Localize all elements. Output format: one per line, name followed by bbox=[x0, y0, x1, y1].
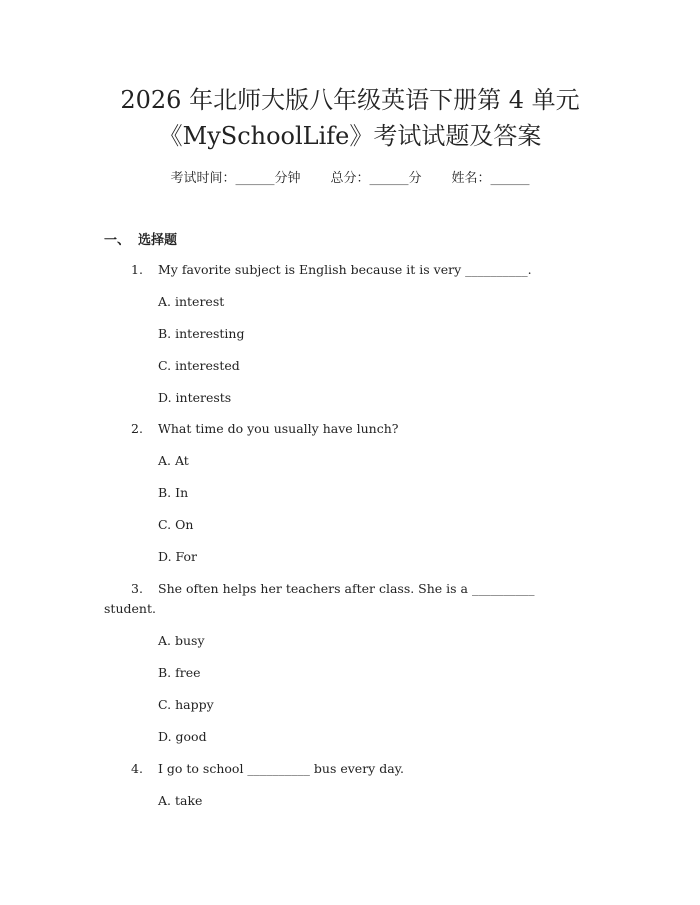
section-heading bbox=[104, 229, 177, 248]
question-4 bbox=[131, 761, 404, 776]
question-2 bbox=[131, 421, 399, 436]
exam-time: 考试时间：______分钟 bbox=[170, 171, 301, 186]
question-text: I go to school __________ bus every day. bbox=[158, 761, 405, 776]
option: B. interesting bbox=[158, 326, 245, 341]
question-number: 2. bbox=[131, 421, 143, 436]
question-text: She often helps her teachers after class. She is a __________ bbox=[158, 581, 535, 596]
question-text: What time do you usually have lunch? bbox=[158, 421, 399, 436]
question-text-continued: student. bbox=[104, 601, 156, 616]
option: B. free bbox=[158, 665, 201, 680]
option: A. interest bbox=[158, 294, 225, 309]
question-number: 1. bbox=[131, 262, 143, 277]
question-text: My favorite subject is English because it is very __________. bbox=[158, 262, 532, 277]
option: D. interests bbox=[158, 390, 232, 405]
question-1 bbox=[131, 262, 532, 277]
exam-name: 姓名：______ bbox=[451, 171, 530, 186]
exam-score: 总分：______分 bbox=[330, 171, 422, 186]
option: A. take bbox=[158, 793, 203, 808]
section-number: 一、 bbox=[104, 233, 131, 248]
question-3 bbox=[131, 581, 534, 596]
question-number: 4. bbox=[131, 761, 143, 776]
option: A. busy bbox=[158, 633, 205, 648]
option: B. In bbox=[158, 485, 189, 500]
option: A. At bbox=[158, 453, 189, 468]
option: C. interested bbox=[158, 358, 240, 373]
section-title: 选择题 bbox=[138, 233, 178, 248]
question-number: 3. bbox=[131, 581, 143, 596]
document-title-line-1: 2026 年北师大版八年级英语下册第 4 单元 bbox=[120, 86, 580, 114]
option: D. For bbox=[158, 549, 198, 564]
exam-meta bbox=[0, 167, 700, 186]
option: C. On bbox=[158, 517, 194, 532]
option: D. good bbox=[158, 729, 207, 744]
option: C. happy bbox=[158, 697, 214, 712]
document-title-line-2: 《MySchoolLife》考试试题及答案 bbox=[158, 122, 542, 150]
